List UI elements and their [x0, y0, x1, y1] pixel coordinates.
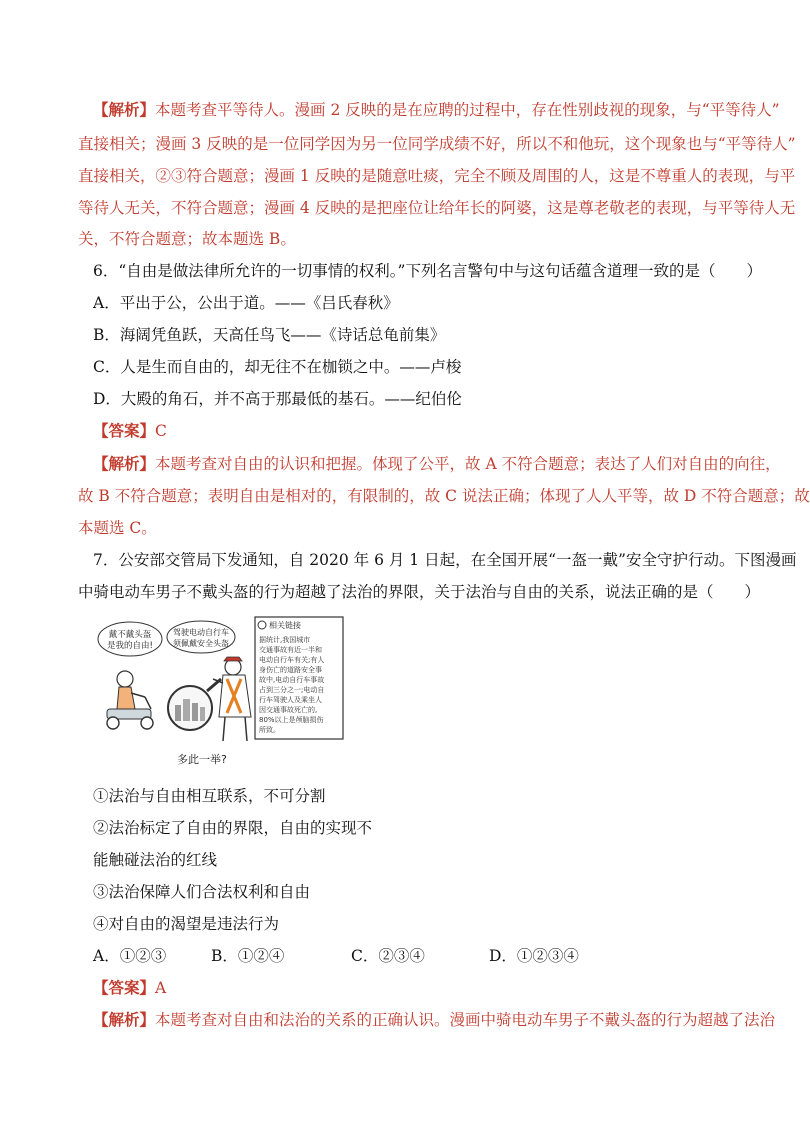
q6-answer: 【答案】C [93, 421, 167, 440]
q6-option-c: C．人是生而自由的，却无往不在枷锁之中。——卢梭 [93, 358, 462, 376]
q7-choices [93, 946, 737, 966]
info-icon [258, 621, 266, 629]
q5-analysis-line-4: 等待人无关，不符合题意；漫画 4 反映的是把座位让给年长的阿婆，这是尊老敬老的表现，与平等待人无 [78, 199, 796, 217]
q5-analysis-line-3: 直接相关，②③符合题意；漫画 1 反映的是随意吐痰，完全不顾及周围的人，这是不尊重人的表现，与平 [78, 167, 796, 185]
q7-choice-d: D．①②③④ [489, 947, 579, 965]
svg-text:故中,电动自行车事故: 故中,电动自行车事故 [259, 676, 325, 684]
q7-statement-2: ②法治标定了自由的界限，自由的实现不 [93, 819, 373, 837]
q7-statement-3: ③法治保障人们合法权利和自由 [93, 883, 311, 901]
bubble-left-line-1: 戴不戴头盔 [108, 630, 152, 640]
svg-text:据统计,我国城市: 据统计,我国城市 [259, 636, 311, 644]
q5-analysis-line-2: 直接相关；漫画 3 反映的是一位同学因为另一位同学成绩不好，所以不和他玩，这个现象也与“平等待人” [78, 135, 796, 153]
analysis-tag: 【解析】 [93, 100, 156, 119]
svg-text:行车驾驶人及乘坐人: 行车驾驶人及乘坐人 [259, 696, 322, 704]
q5-analysis-line-1: 【解析】本题考查平等待人。漫画 2 反映的是在应聘的过程中，存在性别歧视的现象，与“平等待人” [93, 100, 780, 119]
q7-analysis-line-1: 【解析】本题考查对自由和法治的关系的正确认识。漫画中骑电动车男子不戴头盔的行为超越了法治 [93, 1010, 776, 1029]
q7-choice-c: C．②③④ [351, 947, 425, 965]
svg-text:所致。: 所致。 [259, 726, 280, 734]
svg-text:电动自行车有关;有人: 电动自行车有关;有人 [259, 656, 325, 664]
q7-stem-line-2: 中骑电动车男子不戴头盔的行为超越了法治的界限，关于法治与自由的关系，说法正确的是（ ） [78, 583, 761, 601]
svg-text:交通事故有近一半和: 交通事故有近一半和 [259, 646, 322, 654]
q6-option-b: B．海阔凭鱼跃，天高任鸟飞——《诗话总龟前集》 [93, 326, 446, 344]
bubble-left-line-2: 是我的自由! [107, 641, 153, 651]
q6-analysis-line-1: 【解析】本题考查对自由的认识和把握。体现了公平，故 A 不符合题意；表达了人们对自由的向往， [93, 454, 781, 473]
link-title: 相关链接 [269, 621, 301, 630]
q7-choice-a: A．①②③ [93, 947, 167, 965]
svg-text:身伤亡的道路安全事: 身伤亡的道路安全事 [259, 666, 322, 674]
magnifier-icon [168, 679, 221, 730]
svg-text:占到三分之一;电动自: 占到三分之一;电动自 [259, 686, 325, 694]
q7-statement-1: ①法治与自由相互联系，不可分割 [93, 787, 326, 805]
speech-bubble-right [167, 621, 235, 653]
bubble-right-line-2: 须佩戴安全头盔 [173, 639, 229, 648]
q6-option-d: D．大殿的角石，并不高于那最低的基石。——纪伯伦 [93, 390, 462, 408]
svg-text:80%以上是颅脑损伤: 80%以上是颅脑损伤 [259, 716, 324, 724]
svg-text:因交通事故死亡的,: 因交通事故死亡的, [259, 706, 318, 714]
comic-caption: 多此一举? [177, 753, 227, 766]
comic-illustration [95, 613, 347, 769]
q5-analysis-line-5: 关，不符合题意；故本题选 B。 [78, 230, 296, 248]
q6-option-a: A．平出于公，公出于道。——《吕氏春秋》 [93, 294, 399, 312]
q7-statement-2-cont: 能触碰法治的红线 [93, 851, 218, 869]
bubble-right-line-1: 驾驶电动自行车 [173, 628, 229, 637]
q7-statement-4: ④对自由的渴望是违法行为 [93, 915, 280, 933]
rider-figure [107, 671, 153, 729]
officer-figure [213, 657, 251, 741]
q7-answer: 【答案】A [93, 978, 167, 997]
q6-stem: 6．“自由是做法律所允许的一切事情的权利。”下列名言警句中与这句话蕴含道理一致的是（ ） [93, 262, 762, 280]
q6-analysis-line-3: 本题选 C。 [78, 519, 157, 537]
q7-stem-line-1: 7．公安部交管局下发通知，自 2020 年 6 月 1 日起，在全国开展“一盔一戴”安全守护行动。下图漫画 [93, 551, 797, 569]
q7-choice-b: B．①②④ [211, 947, 285, 965]
q6-analysis-line-2: 故 B 不符合题意；表明自由是相对的，有限制的，故 C 说法正确；体现了人人平等，故 D 不符合题意；故 [78, 487, 810, 505]
